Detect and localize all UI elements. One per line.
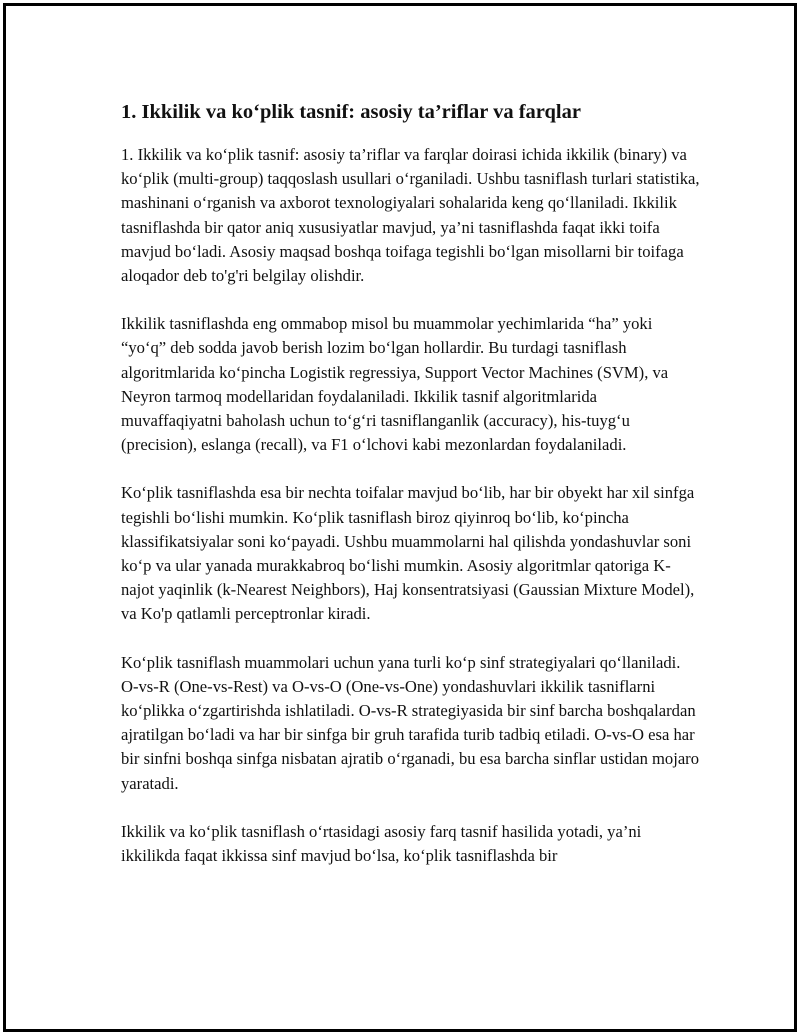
paragraph-5: Ikkilik va ko‘plik tasniflash o‘rtasidagi asosiy farq tasnif hasilida yotadi, ya’ni ikkilikda faqat ikkissa sinf mavjud bo‘lsa, ko‘plik tasniflashda bir: [121, 821, 642, 866]
paragraph-2: Ikkilik tasniflashda eng ommabop misol bu muammolar yechimlarida “ha” yoki “yo‘q” deb sodda javob berish lozim bo‘lgan hollardir. Bu turdagi tasniflash algoritmlarida ko‘pincha Logistik regressiya, Support Vector Machines (SVM), va Neyron tarmoq modellaridan foydalaniladi. Ikkilik tasnif algoritmlarida muvaffaqiyatni baholash uchun to‘g‘ri tasniflanganlik (accuracy), his-tuyg‘u (precision), eslanga (recall), va F1 o‘lchovi kabi mezonlardan foydalaniladi.: [121, 314, 669, 455]
paragraph-3: Ko‘plik tasniflashda esa bir nechta toifalar mavjud bo‘lib, har bir obyekt har xil sinfga tegishli bo‘lishi mumkin. Ko‘plik tasniflash biroz qiyinroq bo‘lib, ko‘pincha klassifikatsiyalar soni ko‘payadi. Ushbu muammolarni hal qilishda yondashuvlar soni ko‘p va ular yanada murakkabroq bo‘lishi mumkin. Asosiy algoritmlar qatoriga K-najot yaqinlik (k-Nearest Neighbors), Haj konsentratsiyasi (Gaussian Mixture Model), va Ko'p qatlamli perceptronlar kiradi.: [121, 483, 695, 624]
page-frame: [3, 3, 797, 1032]
document-body: [121, 99, 701, 892]
paragraph-4: Ko‘plik tasniflash muammolari uchun yana turli ko‘p sinf strategiyalari qo‘llaniladi. O-vs-R (One-vs-Rest) va O-vs-O (One-vs-One) yondashuvlari ikkilik tasniflarni ko‘plikka o‘zgartirishda ishlatiladi. O-vs-R strategiyasida bir sinf barcha boshqalardan ajratilgan bo‘ladi va har bir sinfga bir gruh tarafida turib tadbiq etiladi. O-vs-O esa har bir sinfni boshqa sinfga nisbatan ajratib o‘rganadi, bu esa barcha sinflar ustidan mojaro yaratadi.: [121, 652, 700, 793]
paragraph-1: 1. Ikkilik va ko‘plik tasnif: asosiy ta’riflar va farqlar doirasi ichida ikkilik (binary) va ko‘plik (multi-group) taqqoslash usullari o‘rganiladi. Ushbu tasniflash turlari statistika, mashinani o‘rganish va axborot texnologiyalari sohalarida keng qo‘llaniladi. Ikkilik tasniflashda bir qator aniq xususiyatlar mavjud, ya’ni tasniflashda faqat ikki toifa mavjud bo‘ladi. Asosiy maqsad boshqa toifaga tegishli bo‘lgan misollarni bir toifaga aloqador deb to'g'ri belgilay olishdir.: [121, 145, 700, 286]
section-heading: 1. Ikkilik va ko‘plik tasnif: asosiy ta’riflar va farqlar: [121, 101, 581, 123]
